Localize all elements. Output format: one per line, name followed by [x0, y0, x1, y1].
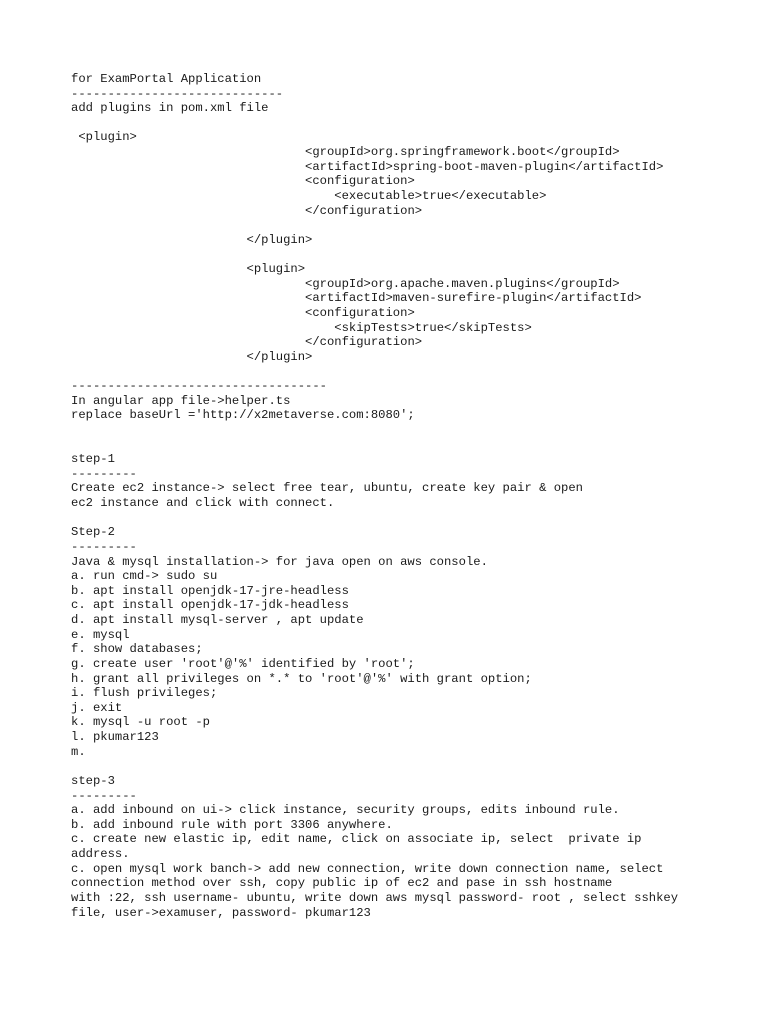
document-line: a. run cmd-> sudo su: [71, 569, 218, 584]
document-line: d. apt install mysql-server , apt update: [71, 613, 364, 628]
document-line: ---------: [71, 539, 137, 554]
document-line: ---------: [71, 466, 137, 481]
document-line: add plugins in pom.xml file: [71, 101, 269, 116]
document-line: Step-2: [71, 525, 115, 540]
document-line: ec2 instance and click with connect.: [71, 496, 335, 511]
document-line: Java & mysql installation-> for java open on aws console.: [71, 554, 488, 569]
document-line: <plugin>: [71, 130, 137, 145]
document-line: [71, 364, 761, 379]
document-line: f. show databases;: [71, 642, 203, 657]
document-line: <artifactId>spring-boot-maven-plugin</artifactId>: [71, 159, 664, 174]
document-line: <configuration>: [71, 174, 415, 189]
document-line: In angular app file->helper.ts: [71, 393, 291, 408]
document-line: c. apt install openjdk-17-jdk-headless: [71, 598, 349, 613]
document-line: k. mysql -u root -p: [71, 715, 210, 730]
document-line: for ExamPortal Application: [71, 72, 262, 86]
document-line: c. create new elastic ip, edit name, click on associate ip, select private ip: [71, 832, 642, 847]
document-line: <groupId>org.apache.maven.plugins</groupId>: [71, 276, 620, 291]
document-line: </configuration>: [71, 203, 423, 218]
document-line: step-3: [71, 773, 115, 788]
document-line: b. apt install openjdk-17-jre-headless: [71, 583, 349, 598]
document-line: <executable>true</executable>: [71, 188, 547, 203]
document-line: <artifactId>maven-surefire-plugin</artifactId>: [71, 291, 642, 306]
document-line: [71, 423, 761, 438]
document-line: file, user->examuser, password- pkumar123: [71, 905, 371, 920]
document-line: [71, 511, 761, 526]
document-line: address.: [71, 847, 130, 861]
document-line: g. create user 'root'@'%' identified by 'root';: [71, 656, 415, 671]
document-line: with :22, ssh username- ubuntu, write down aws mysql password- root , select sshkey: [71, 890, 679, 905]
document-line: -----------------------------: [71, 86, 284, 101]
document-line: l. pkumar123: [71, 730, 159, 745]
document-line: c. open mysql work banch-> add new connection, write down connection name, select: [71, 861, 664, 876]
document-line: [71, 218, 761, 233]
document-line: </plugin>: [71, 349, 313, 364]
document-line: h. grant all privileges on *.* to 'root'@'%' with grant option;: [71, 671, 532, 686]
document-line: ---------: [71, 788, 137, 803]
document-line: e. mysql: [71, 627, 130, 642]
document-line: m.: [71, 744, 86, 759]
document-line: b. add inbound rule with port 3306 anywhere.: [71, 817, 393, 832]
document-line: <plugin>: [71, 262, 306, 277]
document-line: [71, 438, 761, 453]
document-line: [71, 247, 761, 262]
document-line: i. flush privileges;: [71, 686, 218, 701]
document-line: <skipTests>true</skipTests>: [71, 320, 532, 335]
document-line: <groupId>org.springframework.boot</groupId>: [71, 145, 620, 160]
document-line: connection method over ssh, copy public ip of ec2 and pase in ssh hostname: [71, 876, 613, 891]
document-line: </configuration>: [71, 335, 423, 350]
document-line: step-1: [71, 452, 115, 467]
document-line: <configuration>: [71, 305, 415, 320]
document-line: a. add inbound on ui-> click instance, security groups, edits inbound rule.: [71, 803, 620, 818]
document-line: [71, 116, 761, 131]
document-line: -----------------------------------: [71, 379, 327, 394]
document-line: j. exit: [71, 700, 123, 715]
document-line: </plugin>: [71, 232, 313, 247]
document-line: Create ec2 instance-> select free tear, ubuntu, create key pair & open: [71, 481, 583, 496]
document-body: [71, 72, 761, 920]
document-line: [71, 759, 761, 774]
document-line: replace baseUrl ='http://x2metaverse.com:8080';: [71, 408, 415, 423]
